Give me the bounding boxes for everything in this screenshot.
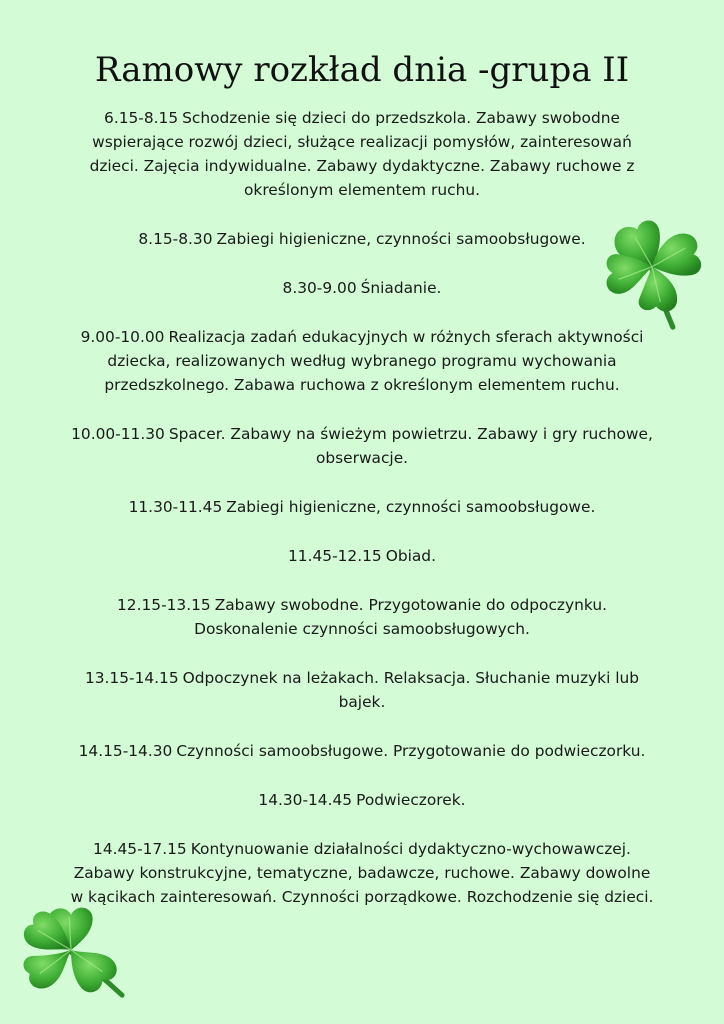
entry-time: 11.30-11.45 bbox=[128, 498, 223, 516]
entry-text: Odpoczynek na leżakach. Relaksacja. Słuchanie muzyki lub bajek. bbox=[182, 669, 640, 711]
schedule-entry bbox=[70, 495, 654, 519]
schedule-entry bbox=[70, 227, 654, 251]
entry-time: 14.30-14.45 bbox=[258, 791, 353, 809]
entry-text: Zabiegi higieniczne, czynności samoobsługowe. bbox=[216, 230, 586, 248]
schedule-entry bbox=[70, 422, 654, 470]
entry-time: 8.30-9.00 bbox=[282, 279, 357, 297]
schedule-entry bbox=[70, 544, 654, 568]
entry-text: Kontynuowanie działalności dydaktyczno-wychowawczej. Zabawy konstrukcyjne, tematyczne, badawcze, ruchowe. Zabawy dowolne w kącikach zainteresowań. Czynności porządkowe. Rozchodzenie się dzieci. bbox=[70, 840, 654, 906]
schedule-entry bbox=[70, 666, 654, 714]
schedule-entry bbox=[70, 788, 654, 812]
entry-time: 11.45-12.15 bbox=[288, 547, 382, 565]
entry-text: Czynności samoobsługowe. Przygotowanie do podwieczorku. bbox=[176, 742, 646, 760]
entry-text: Realizacja zadań edukacyjnych w różnych sferach aktywności dziecka, realizowanych według wybranego programu wychowania przedszkolnego. Zabawa ruchowa z określonym elementem ruchu. bbox=[104, 328, 644, 394]
entry-time: 14.45-17.15 bbox=[93, 840, 187, 858]
schedule-entry bbox=[70, 739, 654, 763]
entry-text: Zabawy swobodne. Przygotowanie do odpoczynku. Doskonalenie czynności samoobsługowych. bbox=[194, 596, 607, 638]
entry-text: Zabiegi higieniczne, czynności samoobsługowe. bbox=[226, 498, 596, 516]
schedule-entry bbox=[70, 106, 654, 202]
entry-text: Spacer. Zabawy na świeżym powietrzu. Zabawy i gry ruchowe, obserwacje. bbox=[168, 425, 653, 467]
entry-text: Podwieczorek. bbox=[356, 791, 466, 809]
schedule-entry bbox=[70, 325, 654, 397]
entry-time: 12.15-13.15 bbox=[117, 596, 211, 614]
entry-time: 8.15-8.30 bbox=[138, 230, 213, 248]
entry-text: Śniadanie. bbox=[360, 279, 442, 297]
shamrock-icon bbox=[600, 214, 704, 330]
page-title: Ramowy rozkład dnia -grupa II bbox=[94, 50, 630, 90]
entry-time: 6.15-8.15 bbox=[104, 109, 179, 127]
schedule-entry bbox=[70, 276, 654, 300]
entry-time: 14.15-14.30 bbox=[78, 742, 173, 760]
schedule-entry bbox=[70, 837, 654, 909]
shamrock-icon bbox=[20, 902, 128, 1002]
entry-time: 9.00-10.00 bbox=[80, 328, 165, 346]
entry-time: 10.00-11.30 bbox=[71, 425, 165, 443]
entry-time: 13.15-14.15 bbox=[84, 669, 179, 687]
schedule-list bbox=[70, 106, 654, 934]
entry-text: Obiad. bbox=[385, 547, 436, 565]
entry-text: Schodzenie się dzieci do przedszkola. Zabawy swobodne wspierające rozwój dzieci, służące realizacji pomysłów, zainteresowań dzieci. Zajęcia indywidualne. Zabawy dydaktyczne. Zabawy ruchowe z określonym elementem ruchu. bbox=[89, 109, 635, 199]
schedule-entry bbox=[70, 593, 654, 641]
